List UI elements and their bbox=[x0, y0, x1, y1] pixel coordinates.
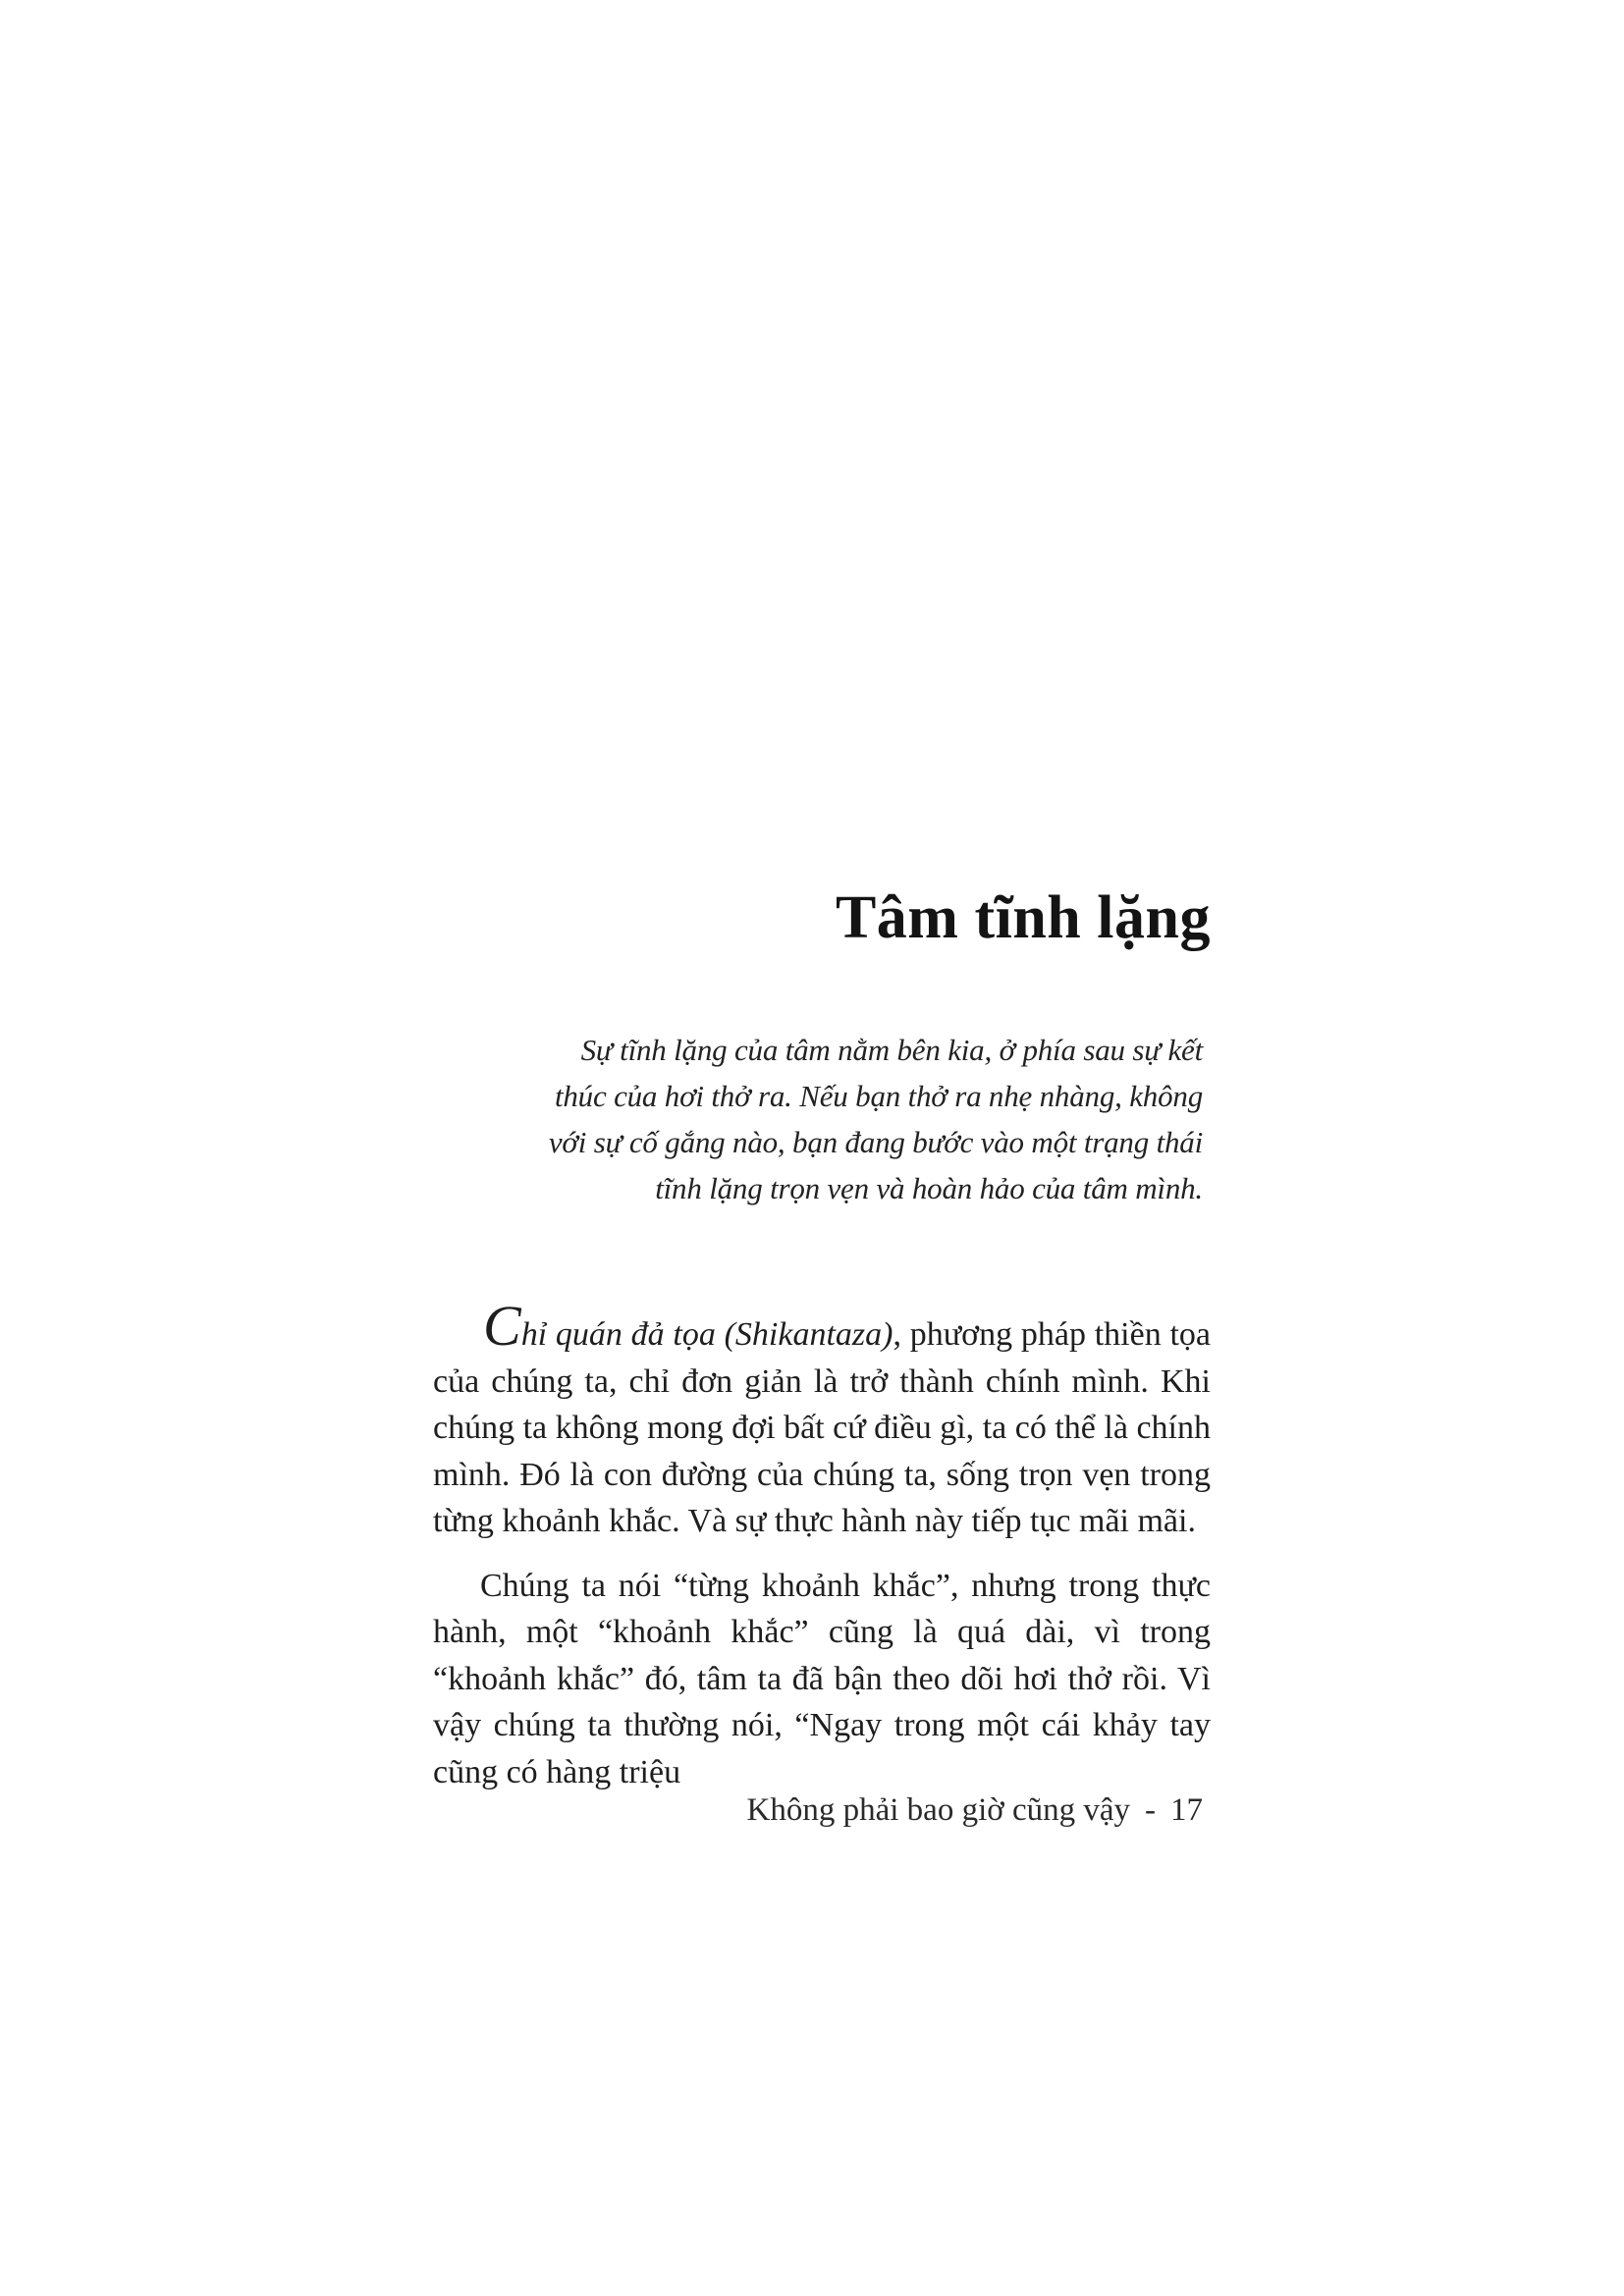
footer-book-title: Không phải bao giờ cũng vậy bbox=[746, 1792, 1130, 1828]
chapter-title: Tâm tĩnh lặng bbox=[835, 884, 1211, 951]
italic-term: hỉ quán đả tọa bbox=[520, 1316, 716, 1353]
epigraph bbox=[457, 1027, 1203, 1211]
paragraph-1-text: , phương pháp thiền tọa của chúng ta, chỉ đơn giản là trở thành chính mình. Khi chúng ta không mong đợi bất cứ điều gì, ta có thể là chính mình. Đó là con đường của chúng ta, sống trọn vẹn trong từng khoảnh khắc. Và sự thực hành này tiếp tục mãi mãi. bbox=[433, 1316, 1211, 1539]
epigraph-line: thúc của hơi thở ra. Nếu bạn thở ra nhẹ nhàng, không bbox=[554, 1079, 1203, 1113]
epigraph-line: tĩnh lặng trọn vẹn và hoàn hảo của tâm mình. bbox=[655, 1171, 1203, 1205]
italic-term-shikantaza: (Shikantaza) bbox=[715, 1316, 893, 1353]
paragraph-2: Chúng ta nói “từng khoảnh khắc”, nhưng trong thực hành, một “khoảnh khắc” cũng là quá dài, vì trong “khoảnh khắc” đó, tâm ta đã bận theo dõi hơi thở rồi. Vì vậy chúng ta thường nói, “Ngay trong một cái khảy tay cũng có hàng triệu bbox=[433, 1567, 1211, 1790]
footer-separator: - bbox=[1145, 1792, 1156, 1828]
epigraph-line: Sự tĩnh lặng của tâm nằm bên kia, ở phía sau sự kết bbox=[580, 1033, 1203, 1067]
epigraph-line: với sự cố gắng nào, bạn đang bước vào một trạng thái bbox=[548, 1125, 1203, 1159]
page-number: 17 bbox=[1170, 1792, 1203, 1828]
body-text bbox=[433, 1294, 1211, 1795]
paragraph-1 bbox=[433, 1294, 1211, 1545]
running-footer bbox=[747, 1790, 1203, 1830]
initial-letter: C bbox=[483, 1294, 521, 1358]
